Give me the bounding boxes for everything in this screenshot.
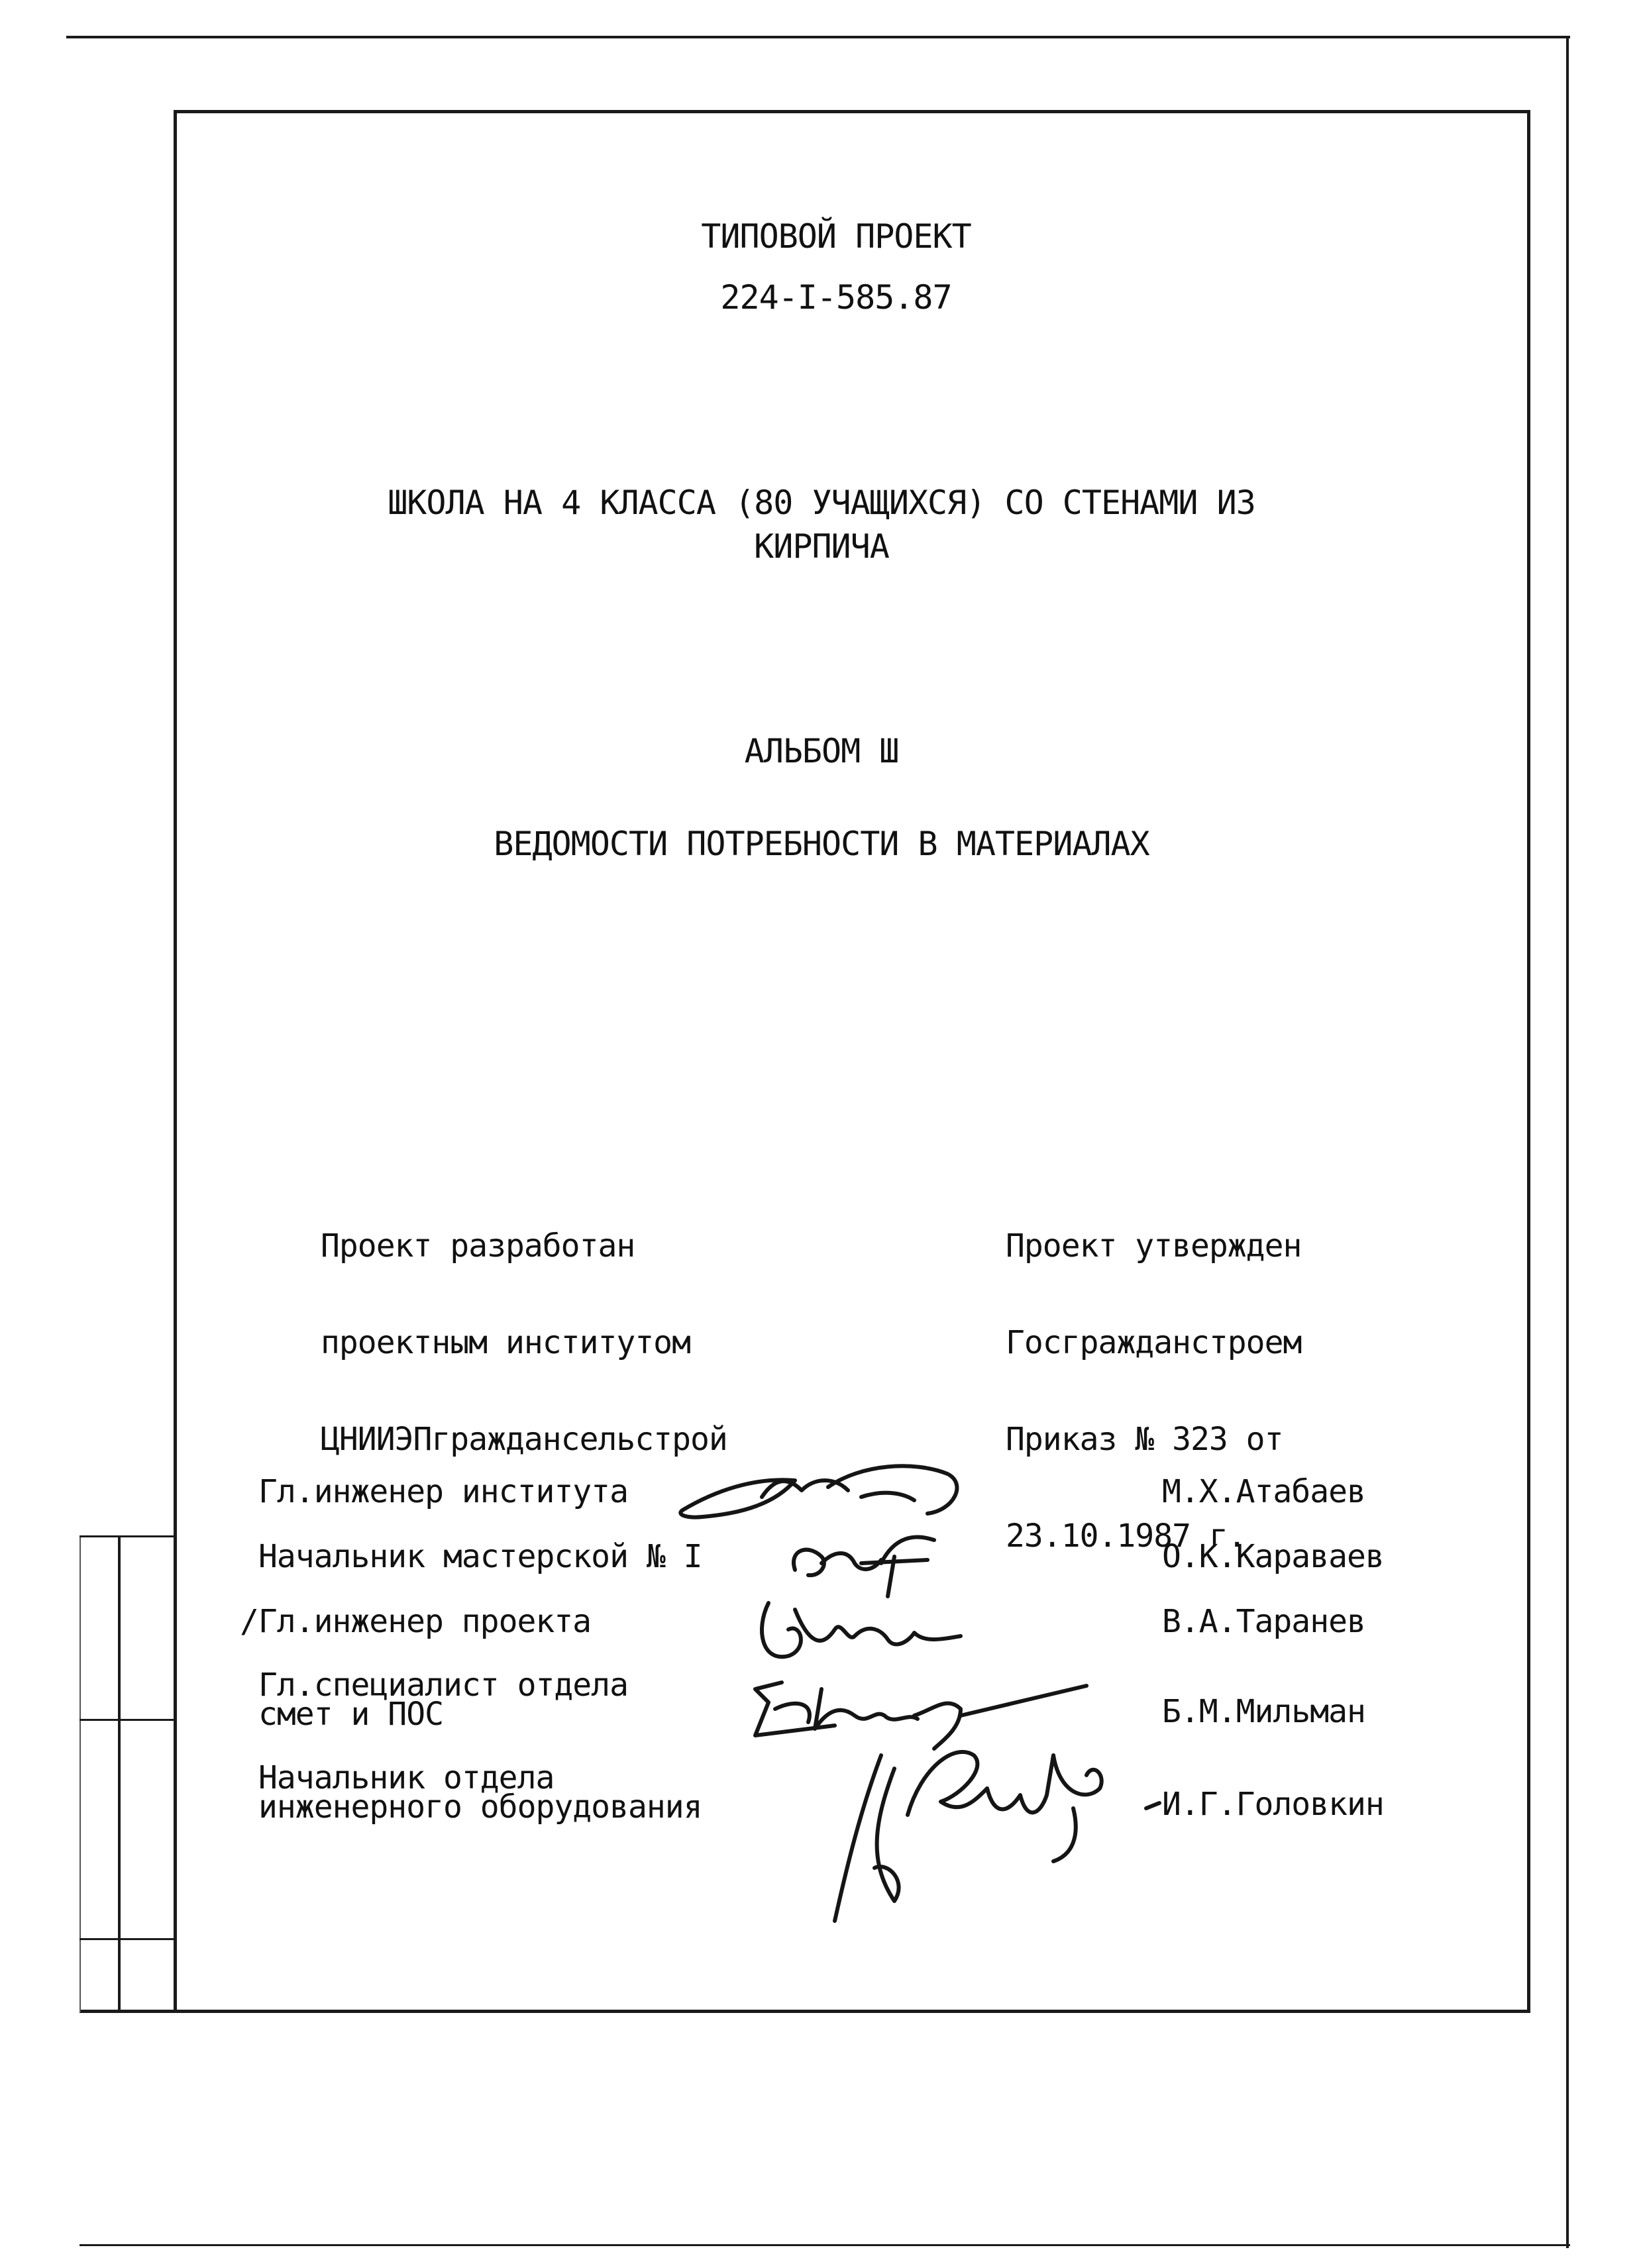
- developed-block: [321, 1166, 727, 1488]
- name-karavaev: О.К.Караваев: [1162, 1538, 1384, 1575]
- title-line1: ШКОЛА НА 4 КЛАССА (80 УЧАЩИХСЯ) СО СТЕНАМИ ИЗ: [388, 484, 1255, 522]
- developed-line1: Проект разработан: [321, 1227, 635, 1264]
- role-chief-specialist-line2: смет и ПОС: [258, 1696, 443, 1733]
- name-golovkin: И.Г.Головкин: [1162, 1786, 1384, 1823]
- stub-line-outer: [80, 1535, 81, 2012]
- header-number: 224-I-585.87: [720, 278, 952, 317]
- frame-bottom: [80, 2010, 1530, 2013]
- name-milman: Б.М.Мильман: [1162, 1693, 1365, 1730]
- role-chief-engineer-institute: Гл.инженер института: [258, 1473, 628, 1510]
- outer-bottom-border: [80, 2244, 1570, 2246]
- stub-line-inner: [118, 1535, 121, 2012]
- role-workshop-head: Начальник мастерской № I: [258, 1538, 702, 1575]
- role-engineering-head-line1: Начальник отдела: [258, 1759, 555, 1796]
- developed-line3: ЦНИИЭПграждансельстрой: [321, 1421, 727, 1458]
- approved-block: [1006, 1166, 1301, 1584]
- stub-h-1: [80, 1535, 176, 1537]
- developed-line2: проектным институтом: [321, 1324, 690, 1361]
- frame-top: [174, 110, 1530, 113]
- approved-line3: Приказ № 323 от: [1006, 1421, 1283, 1458]
- role-engineering-head-line2: инженерного оборудования: [258, 1788, 702, 1826]
- frame-right: [1527, 110, 1530, 2012]
- name-atabaev: М.Х.Атабаев: [1162, 1473, 1365, 1510]
- header-type: ТИПОВОЙ ПРОЕКТ: [701, 217, 971, 256]
- stub-h-3: [80, 1938, 176, 1940]
- name-taranev: В.А.Таранев: [1162, 1603, 1365, 1640]
- stub-h-2: [80, 1719, 176, 1721]
- outer-right-border: [1566, 36, 1569, 2248]
- approved-line4: 23.10.1987 г.: [1006, 1518, 1246, 1555]
- document-subtitle: ВЕДОМОСТИ ПОТРЕБНОСТИ В МАТЕРИАЛАХ: [494, 825, 1149, 863]
- title-line2: КИРПИЧА: [754, 527, 889, 566]
- signature-5: [822, 1729, 1192, 1928]
- role-chief-engineer-project: /Гл.инженер проекта: [240, 1603, 592, 1640]
- frame-left: [174, 110, 177, 2012]
- approved-line2: Госгражданстроем: [1006, 1324, 1302, 1361]
- approved-line1: Проект утвержден: [1006, 1227, 1302, 1264]
- signature-3: [749, 1590, 967, 1676]
- album-label: АЛЬБОМ Ш: [744, 732, 899, 770]
- outer-top-border: [66, 36, 1570, 38]
- role-chief-specialist-line1: Гл.специалист отдела: [258, 1667, 628, 1704]
